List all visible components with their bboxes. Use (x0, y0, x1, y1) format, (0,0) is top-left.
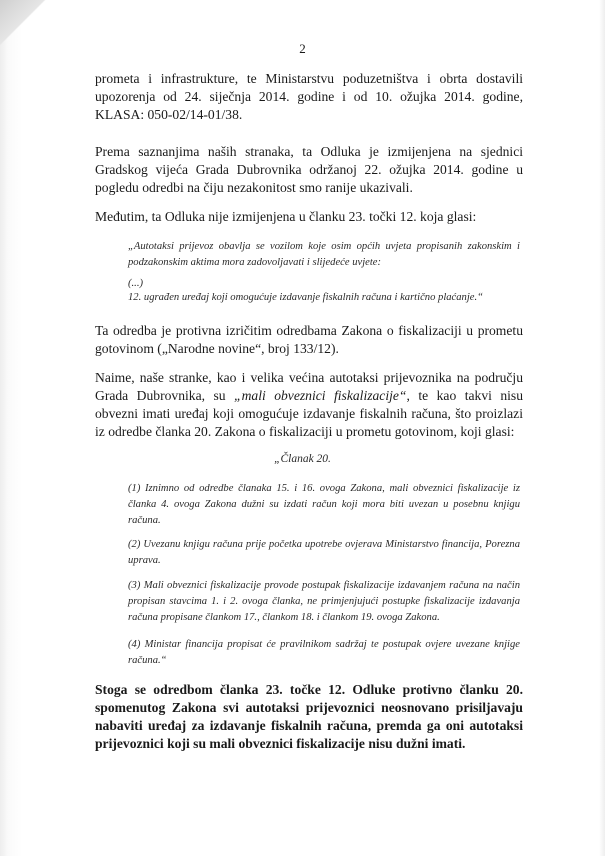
folded-corner (0, 0, 46, 46)
paragraph-5-text-a: Naime, naše stranke, kao i velika većina autotaksi prijevoznika na području Grada Dubrovnika, su (95, 370, 523, 403)
quote-article-23-item-12: 12. ugrađen uređaj koji omogućuje izdavanje fiskalnih računa i kartično plaćanje.“ (128, 292, 484, 303)
page-edge-shadow (599, 0, 605, 856)
quote-article-20-para-1: (1) Iznimno od odredbe članaka 15. i 16. ovoga Zakona, mali obveznici fiskalizacije iz članka 4. ovoga Zakona dužni su izdati račun koji mora biti uvezan u posebnu knjigu računa. (128, 483, 520, 526)
paragraph-1: prometa i infrastrukture, te Ministarstvu poduzetništva i obrta dostavili upozorenja od 24. siječnja 2014. godine i od 10. ožujka 2014. godine, KLASA: 050-02/14-01/38. (95, 71, 523, 122)
paragraph-5-text-b: , te kao takvi nisu obvezni imati uređaj koji omogućuje izdavanje fiskalnih računa, što proizlazi iz odredbe članka 20. Zakona o fiskalizaciji u prometu gotovinom, koji glasi: (95, 388, 524, 439)
paragraph-5 (95, 369, 523, 441)
quote-article-20-para-4: (4) Ministar financija propisat će pravilnikom sadržaj te postupak ovjere uvezane knjige računa.“ (128, 639, 520, 666)
page-number: 2 (299, 41, 306, 56)
paragraph-4: Ta odredba je protivna izričitim odredbama Zakona o fiskalizaciji u prometu gotovinom („Narodne novine“, broj 133/12). (95, 323, 523, 356)
quote-article-23-intro: „Autotaksi prijevoz obavlja se vozilom koje osim općih uvjeta propisanih zakonskim i podzakonskim aktima mora zadovoljavati i slijedeće uvjete: (128, 241, 520, 268)
quote-ellipsis: (...) (128, 278, 144, 289)
quote-article-20-para-2: (2) Uvezanu knjigu računa prije početka upotrebe ovjerava Ministarstvo financija, Porezna uprava. (128, 539, 520, 566)
paragraph-5-term: „mali obveznici fiskalizacije“ (234, 388, 407, 403)
paragraph-6-conclusion: Stoga se odredbom članka 23. točke 12. Odluke protivno članku 20. spomenutog Zakona svi autotaksi prijevoznici neosnovano prisiljavaju nabaviti uređaj za izdavanje fiskalnih računa, premda ga oni autotaksi prijevoznici koji su mali obveznici fiskalizacije nisu dužni imati. (95, 682, 523, 751)
paragraph-3: Međutim, ta Odluka nije izmijenjena u članku 23. točki 12. koja glasi: (95, 209, 477, 224)
quote-article-20-heading: „Članak 20. (274, 453, 331, 465)
paragraph-2: Prema saznanjima naših stranaka, ta Odluka je izmijenjena na sjednici Gradskog vijeća Grada Dubrovnika održanoj 22. ožujka 2014. godine u pogledu odredbi na čiju nezakonitost smo ranije ukazivali. (95, 144, 523, 195)
quote-article-20-para-3: (3) Mali obveznici fiskalizacije provode postupak fiskalizacije izdavanjem računa na način propisan stavcima 1. i 2. ovoga članka, ne primjenjujući postupke fiskalizacije izdavanja računa propisane člankom 17., člankom 18. i člankom 19. ovoga Zakona. (128, 580, 520, 623)
